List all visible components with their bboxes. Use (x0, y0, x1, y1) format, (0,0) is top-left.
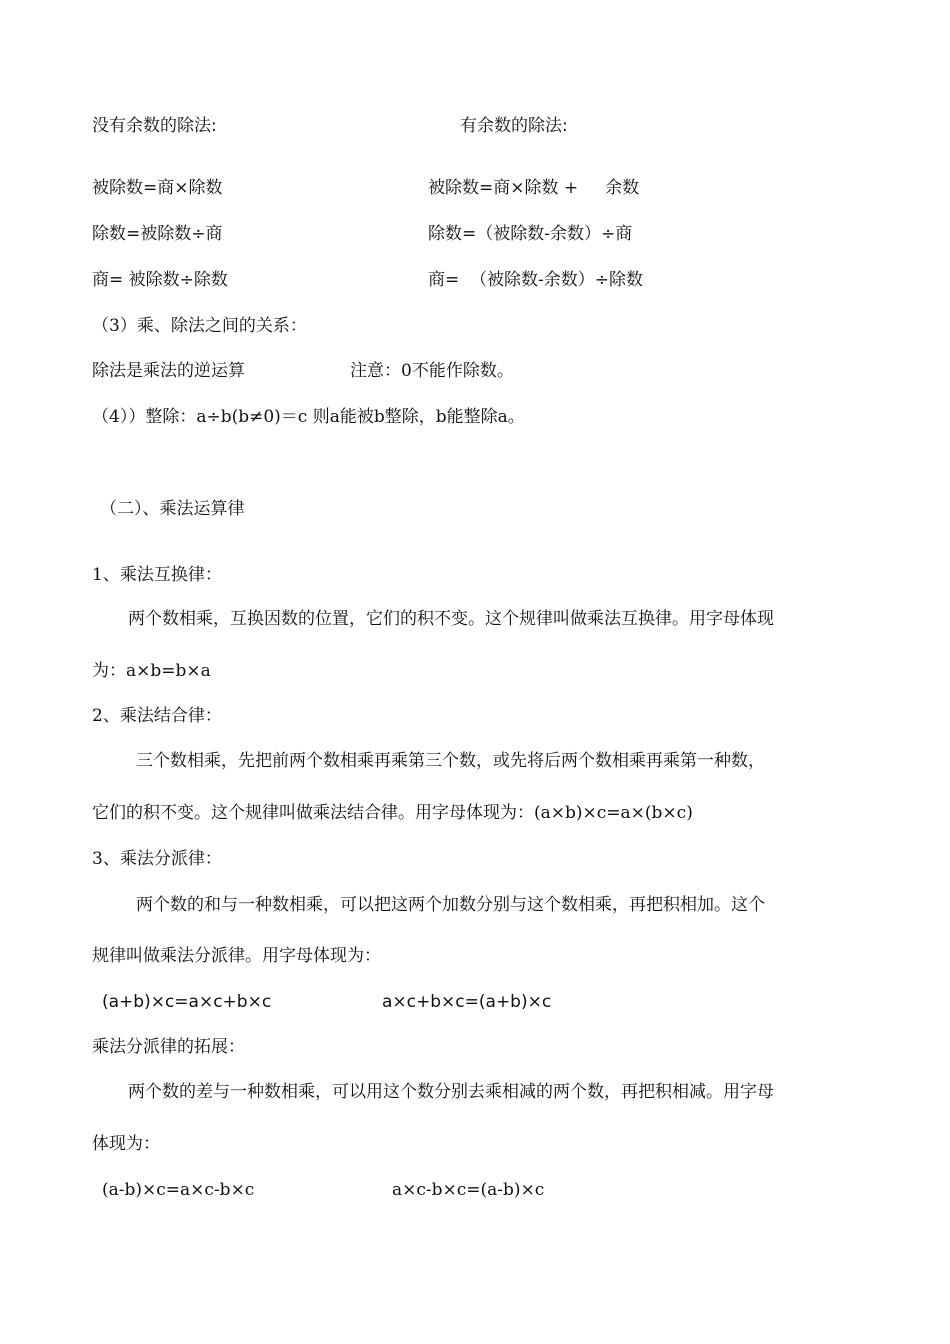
section-two-heading: （二）、乘法运算律 (100, 499, 245, 519)
formula-divisor: 除数=被除数÷商 (92, 224, 223, 244)
relation-inverse: 除法是乘法的逆运算 (92, 361, 245, 381)
commutative-text-2: 为：a×b=b×a (92, 661, 211, 681)
extension-text-1: 两个数的差与一种数相乘，可以用这个数分别去乘相减的两个数，再把积相减。用字母 (128, 1082, 774, 1102)
formula-dividend: 被除数=商×除数 (92, 178, 223, 198)
formula-quotient-remainder: 商= （被除数-余数）÷除数 (428, 270, 644, 290)
distributive-title: 3、乘法分派律： (92, 849, 222, 869)
associative-text-2: 它们的积不变。这个规律叫做乘法结合律。用字母体现为：(a×b)×c=a×(b×c) (92, 803, 693, 823)
relation-title: （3）乘、除法之间的关系： (92, 316, 307, 336)
distributive-text-2: 规律叫做乘法分派律。用字母体现为： (92, 946, 381, 966)
associative-title: 2、乘法结合律： (92, 706, 222, 726)
distributive-formula-1: (a+b)×c=a×c+b×c (102, 992, 272, 1012)
associative-text-1: 三个数相乘，先把前两个数相乘再乘第三个数，或先将后两个数相乘再乘第一种数， (136, 751, 765, 771)
extension-formula-1: (a-b)×c=a×c-b×c (102, 1180, 255, 1200)
extension-title: 乘法分派律的拓展： (92, 1037, 245, 1057)
commutative-title: 1、乘法互换律： (92, 565, 222, 585)
formula-quotient: 商= 被除数÷除数 (92, 270, 228, 290)
heading-with-remainder: 有余数的除法: (460, 116, 568, 136)
heading-no-remainder: 没有余数的除法: (92, 116, 217, 136)
distributive-formula-2: a×c+b×c=(a+b)×c (382, 992, 552, 1012)
divisibility-line: （4））整除：a÷b(b≠0)＝c 则a能被b整除，b能整除a。 (92, 407, 525, 427)
formula-divisor-remainder: 除数=（被除数-余数）÷商 (428, 224, 633, 244)
commutative-text-1: 两个数相乘，互换因数的位置，它们的积不变。这个规律叫做乘法互换律。用字母体现 (128, 609, 774, 629)
extension-text-2: 体现为： (92, 1134, 160, 1154)
distributive-text-1: 两个数的和与一种数相乘，可以把这两个加数分别与这个数相乘，再把积相加。这个 (136, 895, 765, 915)
extension-formula-2: a×c-b×c=(a-b)×c (392, 1180, 545, 1200)
relation-note: 注意：0不能作除数。 (350, 361, 514, 381)
formula-dividend-remainder: 被除数=商×除数 + 余数 (428, 178, 640, 198)
